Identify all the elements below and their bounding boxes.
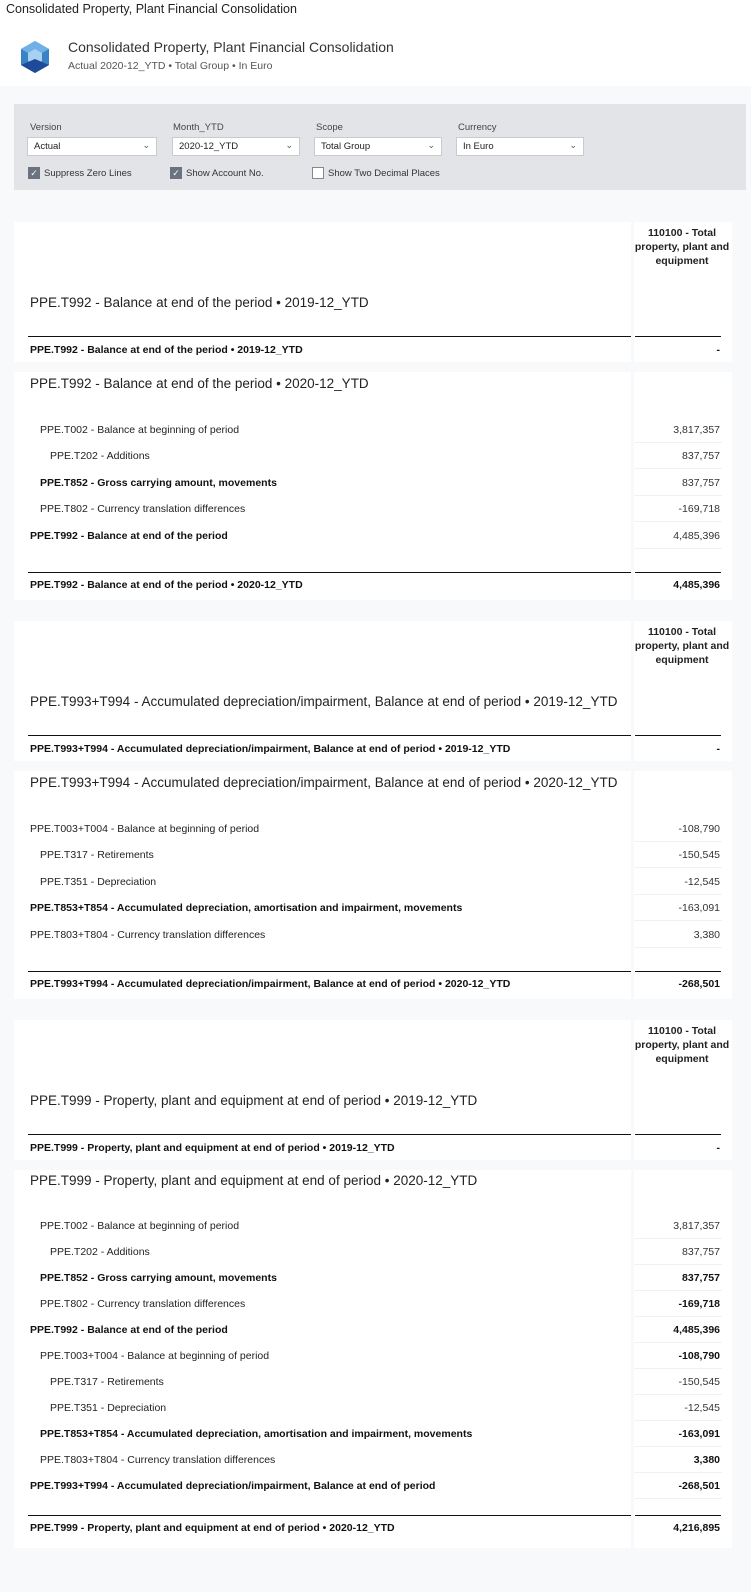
chevron-down-icon: ⌄ — [427, 140, 435, 150]
row-value: 4,485,396 — [673, 1324, 720, 1336]
table-row — [14, 1395, 732, 1421]
table-row — [14, 1239, 732, 1265]
row-label: PPE.T853+T854 - Accumulated depreciation, amortisation and impairment, movements — [30, 902, 463, 914]
section-ppe-t999 — [14, 1020, 732, 1548]
chevron-down-icon: ⌄ — [569, 140, 577, 150]
table-row — [14, 1369, 732, 1395]
current-title: PPE.T999 - Property, plant and equipment at end of period • 2020-12_YTD — [30, 1173, 478, 1188]
prior-title: PPE.T993+T994 - Accumulated depreciation/impairment, Balance at end of period • 2019-12_YTD — [30, 694, 618, 709]
row-label: PPE.T002 - Balance at beginning of period — [40, 424, 240, 436]
chevron-down-icon: ⌄ — [142, 140, 150, 150]
current-total-row — [14, 971, 732, 997]
row-value: 4,485,396 — [673, 579, 720, 591]
section-ppe-t992 — [14, 222, 732, 600]
row-label: PPE.T992 - Balance at end of the period • 2019-12_YTD — [30, 344, 303, 356]
row-label: PPE.T999 - Property, plant and equipment at end of period • 2019-12_YTD — [30, 1142, 395, 1154]
row-label: PPE.T992 - Balance at end of the period — [30, 1324, 228, 1336]
table-row — [14, 496, 732, 522]
version-value: Actual — [34, 141, 61, 152]
table-row — [14, 1317, 732, 1343]
row-value: 4,485,396 — [673, 530, 720, 542]
row-label: PPE.T202 - Additions — [50, 1246, 150, 1258]
row-label: PPE.T317 - Retirements — [40, 849, 154, 861]
row-value: -169,718 — [678, 503, 720, 515]
filter-bar — [14, 104, 746, 190]
row-value: -163,091 — [678, 902, 720, 914]
table-row — [14, 417, 732, 443]
show-account-checkbox[interactable]: ✓ Show Account No. — [170, 167, 264, 179]
table-row — [14, 1213, 732, 1239]
table-row — [14, 895, 732, 921]
row-value: - — [716, 743, 720, 755]
row-value: 3,817,357 — [673, 1220, 720, 1232]
table-row — [14, 443, 732, 469]
table-row — [14, 470, 732, 496]
row-value: -268,501 — [678, 978, 720, 990]
scope-select[interactable] — [314, 137, 442, 156]
scope-value: Total Group — [321, 141, 371, 152]
current-title: PPE.T993+T994 - Accumulated depreciation/impairment, Balance at end of period • 2020-12_YTD — [30, 775, 618, 790]
row-label: PPE.T351 - Depreciation — [50, 1402, 167, 1414]
row-label: PPE.T992 - Balance at end of the period • 2020-12_YTD — [30, 579, 303, 591]
column-header: 110100 - Total property, plant and equipment — [634, 227, 730, 267]
row-value: 837,757 — [682, 450, 720, 462]
checkmark-icon: ✓ — [170, 167, 182, 179]
table-row — [14, 1343, 732, 1369]
row-label: PPE.T317 - Retirements — [50, 1376, 164, 1388]
window-title: Consolidated Property, Plant Financial Consolidation — [0, 0, 751, 22]
row-value: 3,380 — [693, 929, 720, 941]
row-value: -108,790 — [678, 1350, 720, 1362]
row-value: 3,817,357 — [673, 424, 720, 436]
row-label: PPE.T993+T994 - Accumulated depreciation/impairment, Balance at end of period • 2020-12_YTD — [30, 978, 511, 990]
row-value: -163,091 — [678, 1428, 720, 1440]
prior-title: PPE.T992 - Balance at end of the period • 2019-12_YTD — [30, 295, 369, 310]
version-label: Version — [30, 122, 62, 133]
currency-select[interactable] — [456, 137, 584, 156]
row-label: PPE.T853+T854 - Accumulated depreciation, amortisation and impairment, movements — [40, 1428, 473, 1440]
checkmark-icon: ✓ — [28, 167, 40, 179]
app-title: Consolidated Property, Plant Financial Consolidation — [68, 39, 394, 55]
table-row — [14, 922, 732, 948]
row-value: -169,718 — [678, 1298, 720, 1310]
row-value: -12,545 — [684, 876, 720, 888]
currency-value: In Euro — [463, 141, 494, 152]
chevron-down-icon: ⌄ — [285, 140, 293, 150]
row-value: 837,757 — [682, 477, 720, 489]
row-label: PPE.T992 - Balance at end of the period — [30, 530, 228, 542]
row-value: 4,216,895 — [673, 1522, 720, 1534]
month-select[interactable] — [172, 137, 300, 156]
prior-title: PPE.T999 - Property, plant and equipment at end of period • 2019-12_YTD — [30, 1093, 478, 1108]
row-value: 3,380 — [693, 1454, 720, 1466]
cube-logo-icon — [20, 40, 50, 74]
row-value: -150,545 — [678, 849, 720, 861]
row-label: PPE.T003+T004 - Balance at beginning of period — [40, 1350, 270, 1362]
row-label: PPE.T803+T804 - Currency translation differences — [40, 1454, 276, 1466]
table-row — [14, 1265, 732, 1291]
version-select[interactable] — [27, 137, 157, 156]
row-label: PPE.T003+T004 - Balance at beginning of period — [30, 823, 260, 835]
prior-total-row — [14, 337, 732, 363]
current-total-row — [14, 572, 732, 598]
prior-total-row — [14, 736, 732, 762]
row-value: -150,545 — [678, 1376, 720, 1388]
scope-label: Scope — [316, 122, 343, 133]
row-label: PPE.T993+T994 - Accumulated depreciation/impairment, Balance at end of period — [30, 1480, 436, 1492]
row-value: -12,545 — [684, 1402, 720, 1414]
suppress-zero-checkbox[interactable]: ✓ Suppress Zero Lines — [28, 167, 132, 179]
table-row — [14, 842, 732, 868]
table-row — [14, 523, 732, 549]
row-label: PPE.T202 - Additions — [50, 450, 150, 462]
prior-total-row — [14, 1135, 732, 1161]
current-total-row — [14, 1515, 732, 1541]
table-row — [14, 1421, 732, 1447]
table-row — [14, 1447, 732, 1473]
row-label: PPE.T802 - Currency translation differences — [40, 1298, 246, 1310]
column-header: 110100 - Total property, plant and equipment — [634, 1025, 730, 1065]
row-value: -108,790 — [678, 823, 720, 835]
current-title: PPE.T992 - Balance at end of the period • 2020-12_YTD — [30, 376, 369, 391]
row-value: 837,757 — [682, 1246, 720, 1258]
section-ppe-t993-t994 — [14, 621, 732, 999]
two-decimals-checkbox[interactable]: Show Two Decimal Places — [312, 167, 440, 179]
row-label: PPE.T351 - Depreciation — [40, 876, 157, 888]
table-row — [14, 1473, 732, 1499]
row-label: PPE.T802 - Currency translation differences — [40, 503, 246, 515]
row-value: - — [716, 1142, 720, 1154]
column-header: 110100 - Total property, plant and equipment — [634, 626, 730, 666]
month-value: 2020-12_YTD — [179, 141, 239, 152]
row-value: 837,757 — [682, 1272, 720, 1284]
app-subtitle: Actual 2020-12_YTD • Total Group • In Euro — [68, 60, 273, 72]
table-row — [14, 816, 732, 842]
row-value: -268,501 — [678, 1480, 720, 1492]
table-row — [14, 869, 732, 895]
table-row — [14, 1291, 732, 1317]
app-header — [0, 22, 751, 86]
month-label: Month_YTD — [173, 122, 224, 133]
row-label: PPE.T852 - Gross carrying amount, movements — [40, 1272, 277, 1284]
currency-label: Currency — [458, 122, 497, 133]
row-label: PPE.T852 - Gross carrying amount, movements — [40, 477, 277, 489]
row-label: PPE.T002 - Balance at beginning of period — [40, 1220, 240, 1232]
row-label: PPE.T999 - Property, plant and equipment at end of period • 2020-12_YTD — [30, 1522, 395, 1534]
row-label: PPE.T993+T994 - Accumulated depreciation/impairment, Balance at end of period • 2019-12_YTD — [30, 743, 511, 755]
row-value: - — [716, 344, 720, 356]
checkbox-empty-icon — [312, 167, 324, 179]
row-label: PPE.T803+T804 - Currency translation differences — [30, 929, 266, 941]
